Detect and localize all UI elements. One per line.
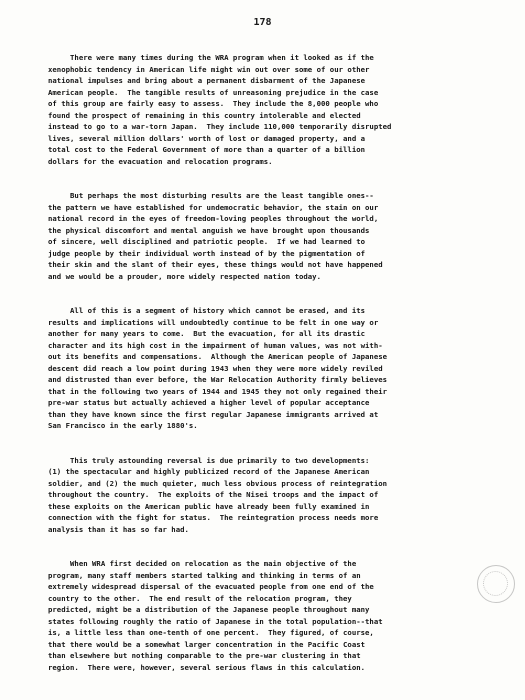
- text-line: predicted, might be a distribution of the Japanese people throughout many: [48, 605, 370, 614]
- paragraph-2: [48, 190, 488, 282]
- text-line: There were many times during the WRA program when it looked as if the: [48, 53, 374, 62]
- text-line: This truly astounding reversal is due primarily to two developments:: [48, 455, 370, 465]
- text-line: results and implications will undoubtedly continue to be felt in one way or: [48, 317, 379, 327]
- text-line: national impulses and bring about a permanent disbarment of the Japanese: [48, 76, 366, 85]
- text-line: than elsewhere but nothing comparable to the pre-war clustering in that: [48, 651, 361, 660]
- text-line: and we would be a prouder, more widely respected nation today.: [48, 271, 321, 281]
- text-line: region. There were, however, several serious flaws in this calculation.: [48, 662, 366, 672]
- text-line: national record in the eyes of freedom-loving peoples throughout the world,: [48, 214, 379, 223]
- text-line: of sincere, well disciplined and patriotic people. If we had learned to: [48, 237, 366, 246]
- text-line: dollars for the evacuation and relocation programs.: [48, 156, 273, 166]
- text-line: the pattern we have established for undemocratic behavior, the stain on our: [48, 202, 379, 212]
- text-line: total cost to the Federal Government of more than a quarter of a billion: [48, 145, 366, 154]
- text-line: descent did reach a low point during 1943 when they were more widely reviled: [48, 363, 383, 373]
- text-line: these exploits on the American public have already been fully examined in: [48, 501, 370, 511]
- text-line: xenophobic tendency in American life might win out over some of our other: [48, 64, 370, 74]
- text-line: states following roughly the ratio of Japanese in the total population--that: [48, 616, 383, 626]
- paragraph-3: [48, 305, 488, 432]
- text-line: All of this is a segment of history which cannot be erased, and its: [48, 306, 366, 315]
- text-line: instead to go to a war-torn Japan. They include 110,000 temporarily disrupted: [48, 122, 392, 131]
- text-line: pre-war status but actually achieved a higher level of popular acceptance: [48, 398, 370, 407]
- paragraph-4: [48, 455, 488, 536]
- text-line: is, a little less than one-tenth of one percent. They figured, of course,: [48, 628, 374, 637]
- text-line: that in the following two years of 1944 and 1945 they not only regained their: [48, 386, 388, 396]
- text-line: country to the other. The end result of the relocation program, they: [48, 593, 352, 603]
- document-body: [48, 52, 488, 696]
- paragraph-5: [48, 558, 488, 673]
- text-line: But perhaps the most disturbing results are the least tangible ones--: [48, 191, 374, 200]
- text-line: out its benefits and compensations. Although the American people of Japanese: [48, 352, 388, 361]
- text-line: their skin and the slant of their eyes, these things would not have happened: [48, 260, 383, 269]
- text-line: found the prospect of remaining in this country intolerable and elected: [48, 110, 361, 120]
- text-line: lives, several million dollars' worth of lost or damaged property, and a: [48, 133, 366, 143]
- text-line: the physical discomfort and mental anguish we have brought upon thousands: [48, 225, 370, 235]
- library-stamp-seal: [477, 565, 515, 603]
- page-number: 178: [253, 17, 272, 28]
- text-line: program, many staff members started talking and thinking in terms of an: [48, 570, 361, 580]
- text-line: connection with the fight for status. The reintegration process needs more: [48, 513, 379, 522]
- text-line: than they have known since the first regular Japanese immigrants arrived at: [48, 409, 379, 419]
- text-line: extremely widespread dispersal of the evacuated people from one end of the: [48, 582, 374, 591]
- paragraph-1: [48, 52, 488, 167]
- text-line: San Francisco in the early 1880's.: [48, 421, 198, 430]
- text-line: analysis than it has so far had.: [48, 524, 189, 534]
- text-line: and distrusted than ever before, the War Relocation Authority firmly believes: [48, 375, 388, 384]
- text-line: American people. The tangible results of unreasoning prejudice in the case: [48, 87, 379, 97]
- text-line: that there would be a somewhat larger concentration in the Pacific Coast: [48, 639, 366, 649]
- text-line: When WRA first decided on relocation as the main objective of the: [48, 559, 357, 568]
- text-line: of this group are fairly easy to assess. They include the 8,000 people who: [48, 99, 379, 108]
- text-line: judge people by their individual worth instead of by the pigmentation of: [48, 248, 366, 258]
- text-line: soldier, and (2) the much quieter, much less obvious process of reintegration: [48, 478, 388, 488]
- text-line: throughout the country. The exploits of the Nisei troops and the impact of: [48, 490, 379, 499]
- text-line: (1) the spectacular and highly publicized record of the Japanese American: [48, 467, 370, 476]
- text-line: another for many years to come. But the evacuation, for all its drastic: [48, 329, 366, 338]
- text-line: character and its high cost in the impairment of human values, was not with-: [48, 340, 383, 350]
